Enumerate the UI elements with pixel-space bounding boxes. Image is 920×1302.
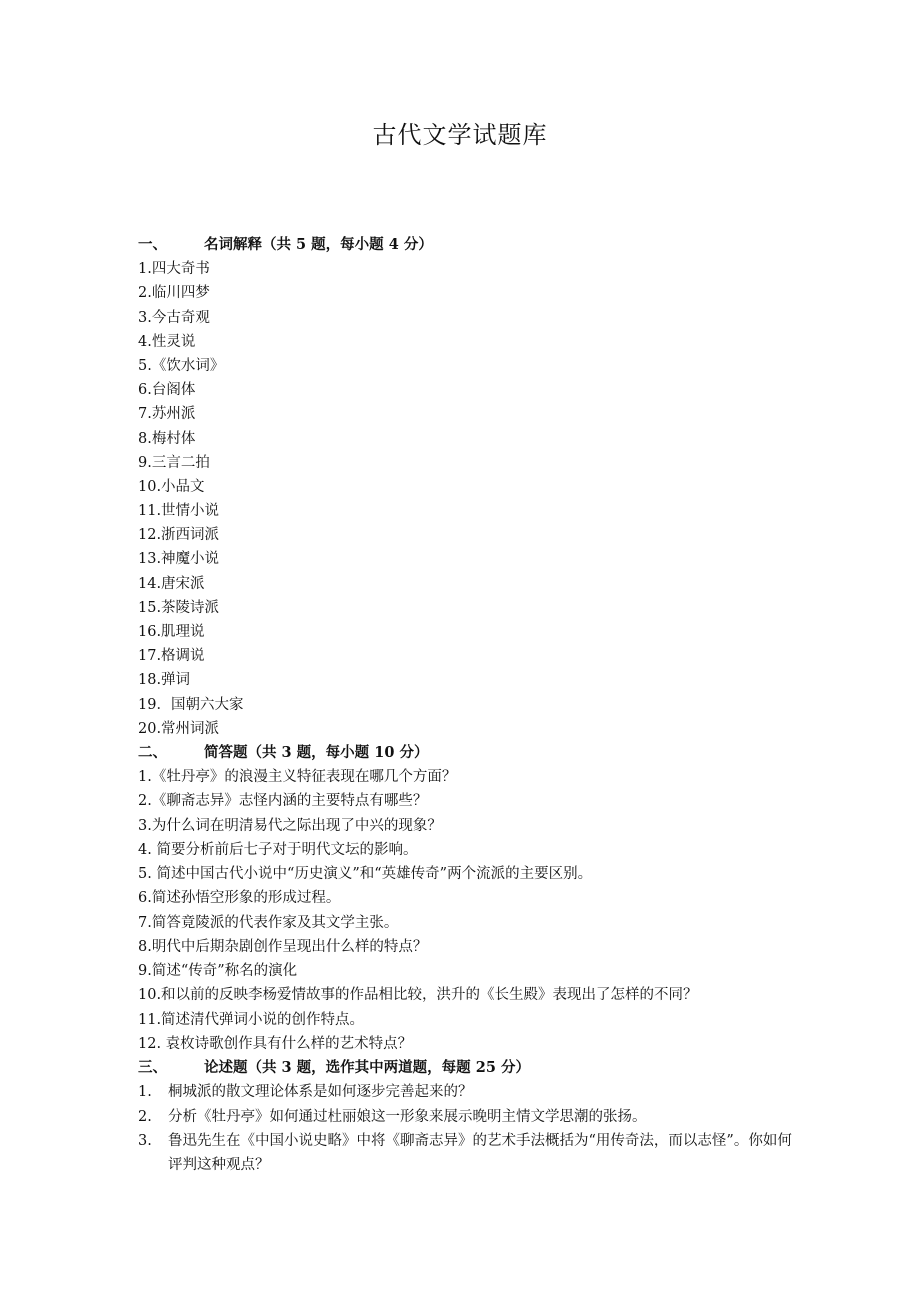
list-item bbox=[138, 1080, 798, 1104]
list-item: 2.《聊斋志异》志怪内涵的主要特点有哪些？ bbox=[138, 793, 428, 810]
item-text: 分析《牡丹亭》如何通过杜丽娘这一形象来展示晚明主情文学思潮的张扬。 bbox=[168, 1108, 647, 1125]
essay-list bbox=[138, 1080, 798, 1177]
list-item: 2.临川四梦 bbox=[138, 285, 210, 302]
list-item: 20.常州词派 bbox=[138, 720, 220, 737]
list-item: 7.苏州派 bbox=[138, 406, 196, 423]
definitions-list bbox=[138, 257, 798, 741]
document-title: 古代文学试题库 bbox=[372, 121, 548, 149]
list-item: 10.小品文 bbox=[138, 478, 205, 495]
list-item: 8.梅村体 bbox=[138, 430, 196, 447]
section-number: 一、 bbox=[138, 236, 167, 253]
list-item: 12. 袁枚诗歌创作具有什么样的艺术特点？ bbox=[138, 1035, 413, 1052]
list-item bbox=[138, 1129, 798, 1177]
list-item: 19．国朝六大家 bbox=[138, 696, 244, 713]
section-title: 简答题（共 3 题，每小题 10 分） bbox=[204, 743, 429, 761]
list-item: 15.茶陵诗派 bbox=[138, 599, 220, 616]
document-body bbox=[138, 233, 798, 1177]
list-item: 14.唐宋派 bbox=[138, 575, 205, 592]
section-heading-short-answer bbox=[138, 741, 798, 765]
list-item: 8.明代中后期杂剧创作呈现出什么样的特点？ bbox=[138, 938, 428, 955]
item-number: 1. bbox=[138, 1084, 152, 1101]
list-item: 11.简述清代弹词小说的创作特点。 bbox=[138, 1011, 365, 1028]
list-item bbox=[138, 1105, 798, 1129]
list-item: 4.性灵说 bbox=[138, 333, 196, 350]
section-title: 论述题（共 3 题，选作其中两道题，每题 25 分） bbox=[204, 1059, 530, 1077]
list-item: 6.简述孙悟空形象的形成过程。 bbox=[138, 890, 341, 907]
list-item: 3.为什么词在明清易代之际出现了中兴的现象？ bbox=[138, 817, 442, 834]
list-item: 3.今古奇观 bbox=[138, 309, 210, 326]
list-item: 10.和以前的反映李杨爱情故事的作品相比较，洪升的《长生殿》表现出了怎样的不同？ bbox=[138, 987, 698, 1004]
list-item: 9.简述“传奇”称名的演化 bbox=[138, 963, 298, 980]
section-number: 三、 bbox=[138, 1059, 167, 1077]
item-text: 鲁迅先生在《中国小说史略》中将《聊斋志异》的艺术手法概括为“用传奇法，而以志怪”。你如何评判这种观点？ bbox=[168, 1132, 792, 1173]
list-item: 6.台阁体 bbox=[138, 382, 196, 399]
section-heading-definitions bbox=[138, 233, 798, 257]
list-item: 11.世情小说 bbox=[138, 503, 220, 520]
list-item: 17.格调说 bbox=[138, 648, 205, 665]
list-item: 13.神魔小说 bbox=[138, 551, 220, 568]
list-item: 4. 简要分析前后七子对于明代文坛的影响。 bbox=[138, 841, 418, 858]
list-item: 1.四大奇书 bbox=[138, 261, 210, 278]
item-number: 3. bbox=[138, 1132, 152, 1149]
short-answer-list bbox=[138, 765, 798, 1056]
list-item: 18.弹词 bbox=[138, 672, 191, 689]
list-item: 5.《饮水词》 bbox=[138, 357, 225, 374]
list-item: 1.《牡丹亭》的浪漫主义特征表现在哪几个方面？ bbox=[138, 769, 457, 786]
section-title: 名词解释（共 5 题，每小题 4 分） bbox=[204, 236, 433, 253]
list-item: 9.三言二拍 bbox=[138, 454, 210, 471]
list-item: 5. 简述中国古代小说中“历史演义”和“英雄传奇”两个流派的主要区别。 bbox=[138, 866, 593, 883]
list-item: 16.肌理说 bbox=[138, 624, 205, 640]
section-heading-essay bbox=[138, 1056, 798, 1080]
section-number: 二、 bbox=[138, 743, 167, 761]
list-item: 7.简答竟陵派的代表作家及其文学主张。 bbox=[138, 914, 399, 931]
item-text: 桐城派的散文理论体系是如何逐步完善起来的？ bbox=[168, 1084, 473, 1101]
item-number: 2. bbox=[138, 1108, 152, 1125]
list-item: 12.浙西词派 bbox=[138, 527, 220, 544]
